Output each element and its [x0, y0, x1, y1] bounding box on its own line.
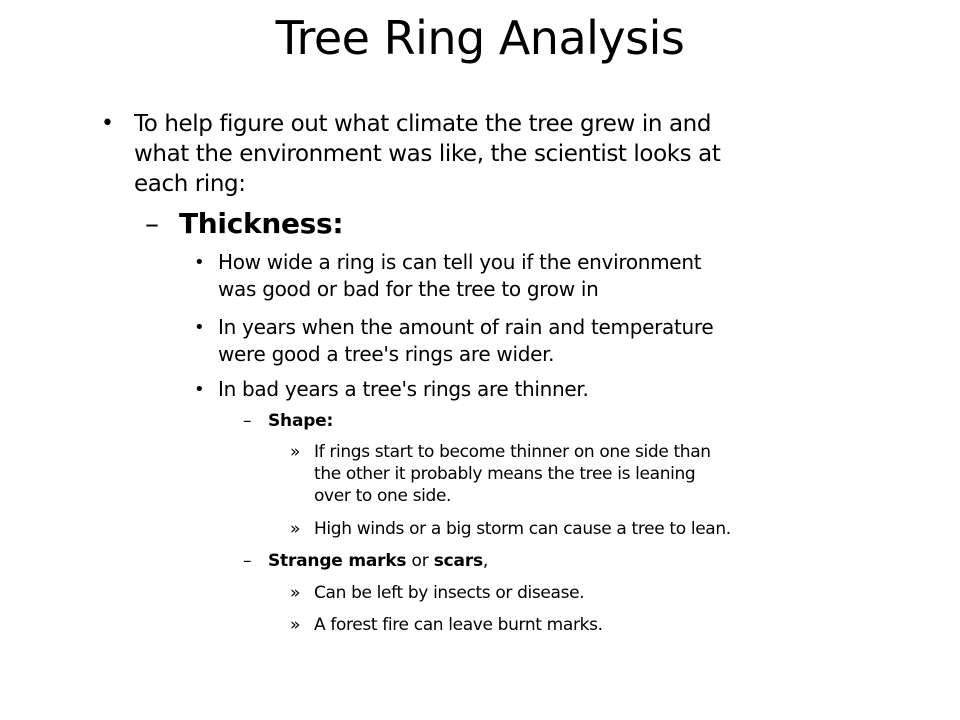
- bullet-marker: •: [194, 317, 205, 338]
- shape-point-line: If rings start to become thinner on one side than: [314, 442, 711, 462]
- shape-point-line: the other it probably means the tree is leaning: [314, 464, 696, 484]
- bullet-marker: •: [101, 111, 114, 136]
- chevron-marker: »: [290, 615, 301, 635]
- marks-heading-bold-1: Strange marks: [268, 551, 407, 571]
- marks-heading: [268, 550, 488, 572]
- chevron-marker: »: [290, 442, 301, 462]
- marks-heading-connector: or: [406, 551, 434, 571]
- dash-marker: –: [243, 411, 252, 431]
- marks-point-line: Can be left by insects or disease.: [314, 583, 585, 603]
- chevron-marker: »: [290, 519, 301, 539]
- bullet-marker: •: [194, 252, 205, 273]
- thickness-point-line: In bad years a tree's rings are thinner.: [218, 377, 589, 401]
- dash-marker: –: [145, 207, 159, 240]
- marks-heading-comma: ,: [482, 551, 489, 571]
- thickness-heading: Thickness:: [179, 207, 344, 240]
- intro-text-line: what the environment was like, the scientist looks at: [134, 141, 721, 167]
- thickness-point-line: were good a tree's rings are wider.: [218, 342, 555, 366]
- chevron-marker: »: [290, 583, 301, 603]
- thickness-point-line: In years when the amount of rain and temperature: [218, 315, 714, 339]
- shape-point-line: High winds or a big storm can cause a tree to lean.: [314, 519, 731, 539]
- thickness-point-line: was good or bad for the tree to grow in: [218, 277, 599, 301]
- shape-point-line: over to one side.: [314, 486, 452, 506]
- dash-marker: –: [243, 551, 252, 571]
- thickness-point-line: How wide a ring is can tell you if the environment: [218, 250, 702, 274]
- marks-point-line: A forest fire can leave burnt marks.: [314, 615, 603, 635]
- intro-text-line: To help figure out what climate the tree grew in and: [134, 111, 712, 137]
- slide-title: Tree Ring Analysis: [275, 11, 685, 65]
- marks-heading-bold-2: scars: [433, 551, 483, 571]
- intro-text-line: each ring:: [134, 171, 246, 197]
- bullet-marker: •: [194, 379, 205, 400]
- shape-heading: Shape:: [268, 411, 334, 431]
